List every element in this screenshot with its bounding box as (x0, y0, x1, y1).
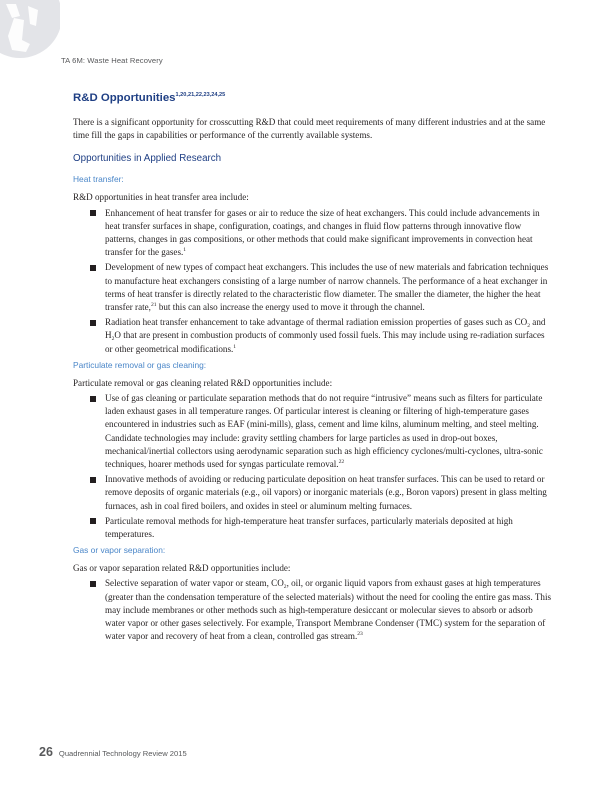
list-item (105, 261, 553, 314)
particulate-list (73, 392, 553, 541)
subscript: 2 (527, 323, 531, 330)
item-text: Enhancement of heat transfer for gases or air to reduce the size of heat exchangers. This could include advancements in heat transfer surfaces in shape, configuration, coatings, and changes in fluid flow patterns through innovative flow patterns, changes in gas compositions, or other methods that could make significant improvements in convection heat transfer for the gases. (105, 207, 540, 258)
section-title-text: R&D Opportunities (73, 92, 176, 104)
list-item (105, 515, 553, 541)
gas-separation-list (73, 577, 553, 643)
square-bullet-icon (90, 265, 96, 271)
item-text-continued: O that are present in combustion products of commonly used fossil fuels. This may include using re-radiation surfaces or other geometrical modifications. (105, 330, 545, 354)
square-bullet-icon (90, 581, 96, 587)
citation-ref: 23 (357, 631, 363, 638)
subscript: 2 (111, 336, 115, 343)
item-text: Use of gas cleaning or particulate separation methods that do not require “intrusive” means such as filters for particulate laden exhaust gases in all temperature ranges. Of particular interest is cleaning or filtering of high-temperature gases encountered in industries such as EAF (mini-mills), glass, cement and lime kilns, aluminum melting, and steel melting. Candidate technologies may include: gravity settling chambers for large particles as used in drop-out boxes, mechanical/inertial collectors using aerodynamic separation such as high efficiency cyclones/multi-cyclones, ultra-sonic techniques, hoarer methods used for syngas particulate removal. (105, 393, 543, 470)
list-item (105, 316, 553, 356)
item-text: Development of new types of compact heat exchangers. This includes the use of new materials and fabrication techniques to manufacture heat exchangers consisting of a large number of narrow channels. The performance of a heat exchanger in terms of heat transfer is directly related to the characteristic flow diameter. The smaller the diameter, the higher the heat transfer rate, (105, 262, 549, 313)
footer-title: Quadrennial Technology Review 2015 (58, 749, 187, 758)
section-title-refs: 1,20,21,22,23,24,25 (175, 92, 226, 98)
particulate-heading: Particulate removal or gas cleaning: (73, 359, 207, 370)
square-bullet-icon (90, 320, 96, 326)
square-bullet-icon (90, 210, 96, 216)
subscript: 2 (283, 584, 287, 591)
item-text: Radiation heat transfer enhancement to take advantage of thermal radiation emission properties of gases such as CO (105, 317, 528, 328)
list-item (105, 207, 553, 260)
citation-ref: 1 (233, 343, 237, 350)
square-bullet-icon (90, 477, 96, 483)
list-item (105, 392, 553, 471)
item-text: Particulate removal methods for high-temperature heat transfer surfaces, particularly materials deposited at high temperatures. (105, 515, 513, 540)
list-item (105, 577, 553, 643)
item-text: Innovative methods of avoiding or reducing particulate deposition on heat transfer surfaces. This can be used to retard or remove deposits of organic materials (e.g., oil vapors) or inorganic materials (e.g., Boron vapors) present in glass melting furnaces, ash in coal fired boilers, and oxides in steel or aluminum melting furnaces. (105, 474, 547, 511)
heat-transfer-list (73, 207, 553, 356)
particulate-lead: Particulate removal or gas cleaning related R&D opportunities include: (73, 377, 333, 388)
square-bullet-icon (90, 396, 96, 402)
page-number: 26 (39, 745, 53, 759)
item-text-continued: and H (105, 317, 546, 341)
list-item (105, 473, 553, 513)
running-header: TA 6M: Waste Heat Recovery (61, 56, 163, 65)
applied-research-heading: Opportunities in Applied Research (73, 153, 222, 165)
section-title (73, 88, 553, 105)
citation-ref: 22 (338, 459, 345, 466)
item-text: Selective separation of water vapor or steam, CO (105, 578, 284, 589)
citation-ref: 21 (150, 302, 157, 309)
citation-ref: 1 (183, 247, 187, 254)
heat-transfer-heading: Heat transfer: (73, 174, 124, 185)
gas-separation-heading: Gas or vapor separation: (73, 545, 166, 556)
heat-transfer-lead: R&D opportunities in heat transfer area include: (73, 192, 249, 203)
square-bullet-icon (90, 518, 96, 524)
intro-paragraph: There is a significant opportunity for crosscutting R&D that could meet requirements of many different industries and at the same time fill the gaps in capabilities or performance of the currently available systems. (73, 117, 546, 141)
item-text-continued: , oil, or organic liquid vapors from exhaust gases at high temperatures (greater than the condensation temperature of the selected materials) without the need for cooling the entire gas mass. This may include membranes or other methods such as high-temperature desiccant or molecular sieves to absorb or adsorb water vapor or other gases selectively. For example, Transport Membrane Condenser (TMC) system for the separation of water vapor and recovery of heat from a clean, controlled gas stream. (105, 578, 552, 642)
gas-separation-lead: Gas or vapor separation related R&D opportunities include: (73, 563, 291, 574)
page-footer (39, 745, 187, 759)
item-text-continued: but this can also increase the energy used to move it through the channel. (156, 302, 425, 313)
page-content (73, 88, 553, 647)
emblem-watermark-icon (0, 0, 60, 70)
